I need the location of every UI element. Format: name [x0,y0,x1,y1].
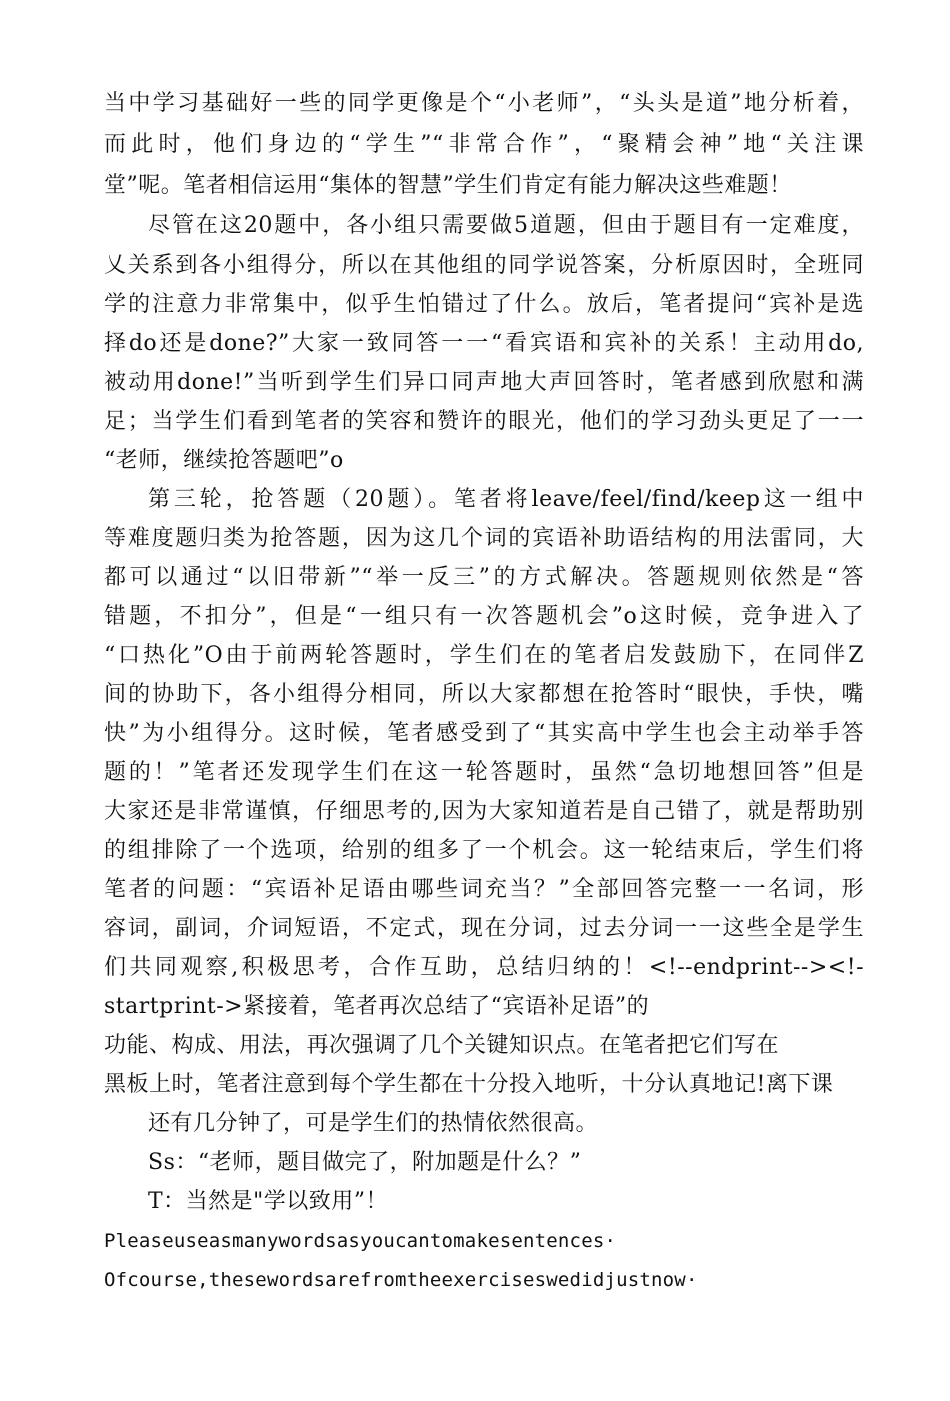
paragraph-start-line: 尽管在这20题中，各小组只需要做5道题，但由于题目有一定难度， [148,213,864,238]
text-line: 足；当学生们看到笔者的笑容和赞许的眼光，他们的学习劲头更足了一一 [104,409,864,434]
text-line: 而此时，他们身边的“学生”“非常合作”，“聚精会神”地“关注课 [104,132,864,157]
text-line: 乂关系到各小组得分，所以在其他组的同学说答案，分析原因时，全班同 [104,253,864,278]
text-line: 黑板上时，笔者注意到每个学生都在十分投入地听，十分认真地记!离下课 [104,1072,834,1097]
text-line: 间的协助下，各小组得分相同，所以大家都想在抢答时“眼快，手快，嘴 [104,682,864,707]
text-line: 堂”呢。笔者相信运用“集体的智慧”学生们肯定有能力解决这些难题！ [104,173,792,198]
text-line: 学的注意力非常集中，似乎生怕错过了什么。放后，笔者提问“宾补是选 [104,292,864,317]
text-line: 笔者的问题：“宾语补足语由哪些词充当？”全部回答完整一一名词，形 [104,877,864,902]
text-line: 还有几分钟了，可是学生们的热情依然很高。 [148,1111,599,1136]
text-line: 都可以通过“以旧带新”“举一反三”的方式解决。答题规则依然是“答 [104,565,864,590]
text-line: “口热化”O由于前两轮答题时，学生们在的笔者启发鼓励下，在同伴Z [104,643,864,668]
text-line: startprint->紧接着，笔者再次总结了“宾语补足语”的 [104,994,650,1019]
text-line: 的组排除了一个选项，给别的组多了一个机会。这一轮结束后，学生们将 [104,838,864,863]
text-line: 快”为小组得分。这时候，笔者感受到了“其实高中学生也会主动举手答 [104,721,864,746]
text-line: 功能、构成、用法，再次强调了几个关键知识点。在笔者把它们写在 [104,1033,780,1058]
text-line: 大家还是非常谨慎，仔细思考的,因为大家知道若是自己错了，就是帮助别 [104,799,864,824]
text-line: 们共同观察,积极思考，合作互助，总结归纳的！<!--endprint--><!- [104,955,864,980]
text-line: 错题，不扣分”，但是“一组只有一次答题机会”o这时候，竞争进入了 [104,604,864,629]
text-line: 择do还是done?”大家一致同答一一“看宾语和宾补的关系！主动用do, [104,331,864,356]
text-line: “老师，继续抢答题吧”o [104,448,344,473]
english-sentence-line: Ofcourse,thesewordsarefromtheexerciseswedidjustnow· [104,1269,698,1291]
text-line: 容词，副词，介词短语，不定式，现在分词，过去分词一一这些全是学生 [104,916,864,941]
paragraph-start-line: 第三轮，抢答题（20题）。笔者将leave/feel/find/keep这一组中 [148,487,864,512]
dialogue-line-students: Ss：“老师，题目做完了，附加题是什么？” [148,1150,582,1175]
english-sentence-line: Pleaseuseasmanywordsasyoucantomakesentences· [104,1230,617,1252]
text-line: 被动用done!”当听到学生们异口同声地大声回答时，笔者感到欣慰和满 [104,370,864,395]
dialogue-line-teacher: T：当然是"学以致用”！ [148,1189,389,1214]
text-line: 题的！”笔者还发现学生们在这一轮答题时，虽然“急切地想回答”但是 [104,760,864,785]
text-line: 当中学习基础好一些的同学更像是个“小老师”，“头头是道”地分析着， [104,91,864,116]
text-line: 等难度题归类为抢答题，因为这几个词的宾语补助语结构的用法雷同，大 [104,526,864,551]
